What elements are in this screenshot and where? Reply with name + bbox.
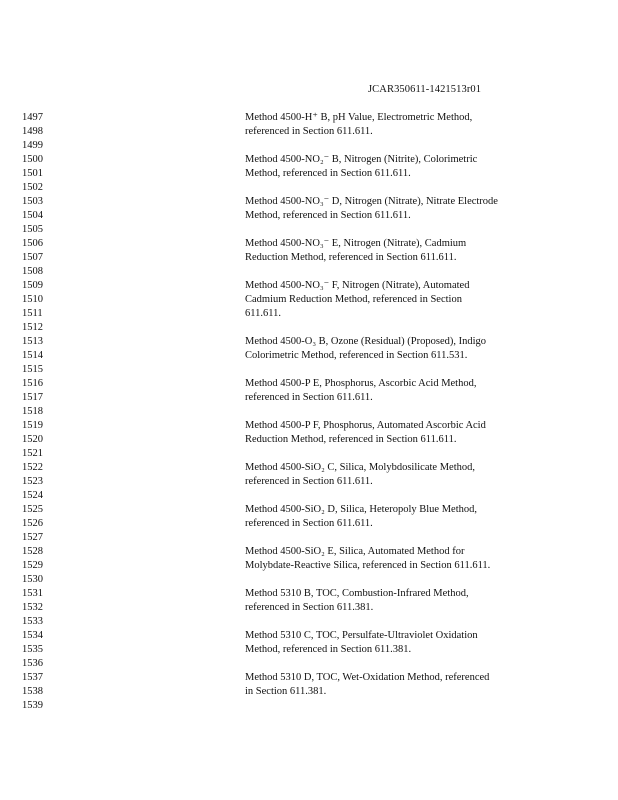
document-line [0, 699, 618, 713]
document-line [0, 531, 618, 545]
line-number: 1537 [22, 672, 43, 683]
line-number: 1507 [22, 252, 43, 263]
document-line [0, 265, 618, 279]
document-line [0, 153, 618, 167]
line-number: 1523 [22, 476, 43, 487]
document-line [0, 587, 618, 601]
line-text: Method 4500-SiO₂ D, Silica, Heteropoly Blue Method, [245, 504, 478, 515]
line-number: 1527 [22, 532, 43, 543]
line-number: 1533 [22, 616, 43, 627]
document-line [0, 293, 618, 307]
line-text: Cadmium Reduction Method, referenced in Section [245, 294, 462, 305]
line-text: referenced in Section 611.611. [245, 476, 373, 487]
line-number: 1508 [22, 266, 43, 277]
document-line [0, 307, 618, 321]
document-line [0, 461, 618, 475]
document-line [0, 503, 618, 517]
document-line [0, 657, 618, 671]
document-line [0, 559, 618, 573]
document-line [0, 405, 618, 419]
document-line [0, 419, 618, 433]
document-line [0, 671, 618, 685]
line-number: 1514 [22, 350, 43, 361]
line-number: 1512 [22, 322, 43, 333]
line-number: 1517 [22, 392, 43, 403]
line-number: 1524 [22, 490, 43, 501]
line-text: Method 4500-SiO₂ E, Silica, Automated Method for [245, 546, 465, 557]
line-text: Method 5310 C, TOC, Persulfate-Ultraviolet Oxidation [245, 630, 478, 641]
document-line [0, 545, 618, 559]
line-text: Method, referenced in Section 611.611. [245, 168, 411, 179]
document-line [0, 489, 618, 503]
document-line [0, 433, 618, 447]
line-number: 1520 [22, 434, 43, 445]
line-text: referenced in Section 611.611. [245, 126, 373, 137]
line-number: 1536 [22, 658, 43, 669]
line-text: Reduction Method, referenced in Section 611.611. [245, 252, 457, 263]
line-text: referenced in Section 611.611. [245, 518, 373, 529]
document-line [0, 377, 618, 391]
line-number: 1501 [22, 168, 43, 179]
line-number: 1518 [22, 406, 43, 417]
document-line [0, 125, 618, 139]
document-line [0, 335, 618, 349]
line-text: Method 4500-NO₃⁻ F, Nitrogen (Nitrate), Automated [245, 280, 470, 291]
line-number: 1500 [22, 154, 43, 165]
line-text: referenced in Section 611.611. [245, 392, 373, 403]
line-number: 1499 [22, 140, 43, 151]
document-line [0, 363, 618, 377]
document-line [0, 321, 618, 335]
line-number: 1511 [22, 308, 43, 319]
line-number: 1526 [22, 518, 43, 529]
document-line [0, 237, 618, 251]
document-line [0, 209, 618, 223]
document-line [0, 517, 618, 531]
document-line [0, 615, 618, 629]
document-line [0, 601, 618, 615]
document-id-header: JCAR350611-1421513r01 [368, 84, 482, 95]
line-number: 1504 [22, 210, 43, 221]
line-text: Method 4500-P F, Phosphorus, Automated Ascorbic Acid [245, 420, 486, 431]
line-number: 1503 [22, 196, 43, 207]
document-line [0, 111, 618, 125]
line-number: 1529 [22, 560, 43, 571]
line-number: 1516 [22, 378, 43, 389]
line-number: 1539 [22, 700, 43, 711]
document-line [0, 349, 618, 363]
line-number: 1538 [22, 686, 43, 697]
document-line [0, 195, 618, 209]
document-line [0, 573, 618, 587]
line-text: Method, referenced in Section 611.611. [245, 210, 411, 221]
document-line [0, 251, 618, 265]
line-text: referenced in Section 611.381. [245, 602, 374, 613]
line-number: 1530 [22, 574, 43, 585]
document-line [0, 139, 618, 153]
document-line [0, 279, 618, 293]
document-line [0, 643, 618, 657]
line-number: 1510 [22, 294, 43, 305]
line-number: 1506 [22, 238, 43, 249]
line-number: 1534 [22, 630, 43, 641]
line-number: 1531 [22, 588, 43, 599]
line-text: Method 4500-O₃ B, Ozone (Residual) (Proposed), Indigo [245, 336, 487, 347]
line-text: in Section 611.381. [245, 686, 327, 697]
document-line [0, 447, 618, 461]
line-number: 1497 [22, 112, 43, 123]
line-number: 1513 [22, 336, 43, 347]
line-text: Method, referenced in Section 611.381. [245, 644, 412, 655]
line-number: 1535 [22, 644, 43, 655]
document-line [0, 685, 618, 699]
line-text: Colorimetric Method, referenced in Section 611.531. [245, 350, 468, 361]
page-body [0, 111, 618, 713]
line-number: 1521 [22, 448, 43, 459]
line-number: 1509 [22, 280, 43, 291]
line-text: Method 4500-NO₂⁻ B, Nitrogen (Nitrite), Colorimetric [245, 154, 478, 165]
line-number: 1525 [22, 504, 43, 515]
document-line [0, 629, 618, 643]
line-text: Method 4500-NO₃⁻ D, Nitrogen (Nitrate), Nitrate Electrode [245, 196, 498, 207]
line-text: Method 5310 D, TOC, Wet-Oxidation Method, referenced [245, 672, 490, 683]
document-line [0, 475, 618, 489]
line-text: Method 4500-P E, Phosphorus, Ascorbic Acid Method, [245, 378, 477, 389]
line-number: 1515 [22, 364, 43, 375]
line-number: 1498 [22, 126, 43, 137]
line-number: 1528 [22, 546, 43, 557]
line-text: Method 4500-SiO₂ C, Silica, Molybdosilicate Method, [245, 462, 475, 473]
line-text: Reduction Method, referenced in Section 611.611. [245, 434, 457, 445]
document-line [0, 223, 618, 237]
line-text: Molybdate-Reactive Silica, referenced in Section 611.611. [245, 560, 491, 571]
line-text: Method 4500-H⁺ B, pH Value, Electrometric Method, [245, 112, 473, 123]
document-line [0, 181, 618, 195]
document-line [0, 391, 618, 405]
line-text: 611.611. [245, 308, 281, 319]
line-number: 1505 [22, 224, 43, 235]
line-text: Method 4500-NO₃⁻ E, Nitrogen (Nitrate), Cadmium [245, 238, 467, 249]
line-number: 1502 [22, 182, 43, 193]
line-number: 1532 [22, 602, 43, 613]
document-line [0, 167, 618, 181]
line-number: 1522 [22, 462, 43, 473]
line-text: Method 5310 B, TOC, Combustion-Infrared Method, [245, 588, 469, 599]
line-number: 1519 [22, 420, 43, 431]
